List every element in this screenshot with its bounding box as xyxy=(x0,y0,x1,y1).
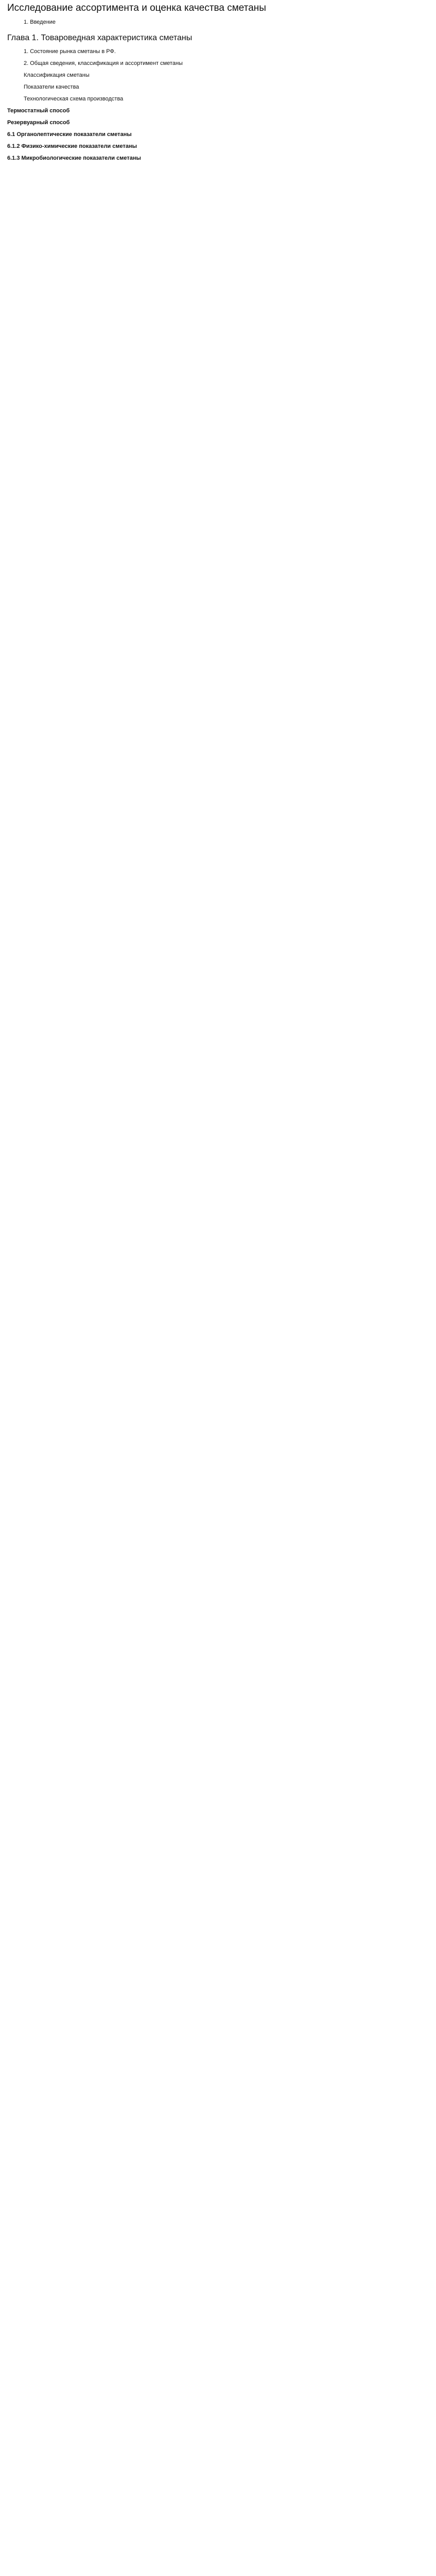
section-title: Технологическая схема производства xyxy=(24,96,124,102)
section-title: 6.1.3 Микробиологические показатели сметаны xyxy=(7,155,141,161)
chapter-title: Глава 1. Товароведная характеристика сметаны xyxy=(7,33,193,42)
section-title: Классификация сметаны xyxy=(24,72,90,78)
section-title: 6.1 Органолептические показатели сметаны xyxy=(7,131,132,138)
section-title: 6.1.2 Физико-химические показатели сметаны xyxy=(7,143,137,149)
section-title: Термостатный способ xyxy=(7,108,70,114)
section-title: Показатели качества xyxy=(24,84,79,90)
section-title: 1. Состояние рынка сметаны в РФ. xyxy=(24,48,116,55)
document-title: Исследование ассортимента и оценка качества сметаны xyxy=(7,3,266,13)
document-body xyxy=(7,19,429,162)
section-title: Резервуарный способ xyxy=(7,120,70,126)
section-title: 1. Введение xyxy=(24,19,56,25)
section-title: 2. Общая сведения, классификация и ассортимент сметаны xyxy=(24,60,183,66)
